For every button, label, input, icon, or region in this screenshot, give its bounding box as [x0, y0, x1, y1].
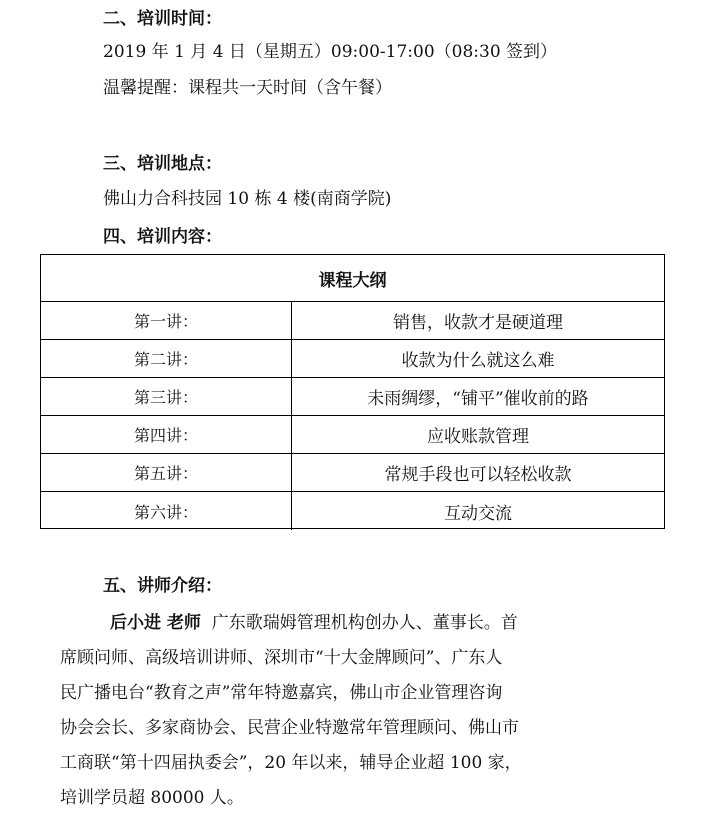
bio-line: 民广播电台“教育之声”常年特邀嘉宾，佛山市企业管理咨询	[60, 683, 503, 703]
instructor-name: 后小进 老师	[110, 613, 201, 633]
lecture-number: 第二讲：	[41, 340, 292, 377]
lecture-topic: 销售，收款才是硬道理	[393, 313, 563, 333]
table-row	[41, 492, 664, 530]
lecture-topic: 互动交流	[444, 503, 512, 524]
table-row	[41, 302, 664, 340]
table-title: 课程大纲	[41, 255, 664, 302]
bio-line-1-text: 广东歌瑞姆管理机构创办人、董事长。首	[211, 613, 518, 633]
table-row	[41, 454, 664, 492]
bio-line: 协会会长、多家商协会、民营企业特邀常年管理顾问、佛山市	[60, 718, 519, 738]
reminder-text: 温馨提醒：课程共一天时间（含午餐）	[103, 78, 392, 98]
lecture-topic: 常规手段也可以轻松收款	[384, 465, 572, 485]
section-heading-instructor: 五、讲师介绍：	[103, 576, 222, 596]
bio-line: 培训学员超 80000 人。	[60, 788, 244, 808]
lecture-topic: 应收账款管理	[427, 427, 529, 447]
training-date-text: 2019 年 1 月 4 日（星期五）09:00-17:00（08:30 签到）	[103, 42, 558, 62]
lecture-number: 第六讲：	[41, 492, 292, 530]
section-heading-content: 四、培训内容：	[103, 227, 222, 247]
lecture-number: 第四讲：	[41, 416, 292, 453]
lecture-topic: 未雨绸缪，“铺平”催收前的路	[367, 389, 589, 409]
section-heading-training-time: 二、培训时间：	[103, 9, 222, 29]
table-row	[41, 340, 664, 378]
table-row	[41, 378, 664, 416]
lecture-number: 第三讲：	[41, 378, 292, 415]
location-address-text: 佛山力合科技园 10 栋 4 楼(南商学院)	[103, 189, 392, 209]
course-outline-table	[40, 254, 665, 529]
lecture-number: 第五讲：	[41, 454, 292, 491]
bio-line: 工商联“第十四届执委会”，20 年以来，辅导企业超 100 家，	[60, 753, 522, 773]
instructor-bio	[60, 606, 660, 816]
lecture-number: 第一讲：	[41, 302, 292, 339]
bio-line-1	[60, 606, 660, 641]
table-row	[41, 416, 664, 454]
lecture-topic: 收款为什么就这么难	[401, 351, 555, 371]
bio-line: 席顾问师、高级培训讲师、深圳市“十大金牌顾问”、广东人	[60, 648, 503, 668]
section-heading-location: 三、培训地点：	[103, 154, 222, 174]
